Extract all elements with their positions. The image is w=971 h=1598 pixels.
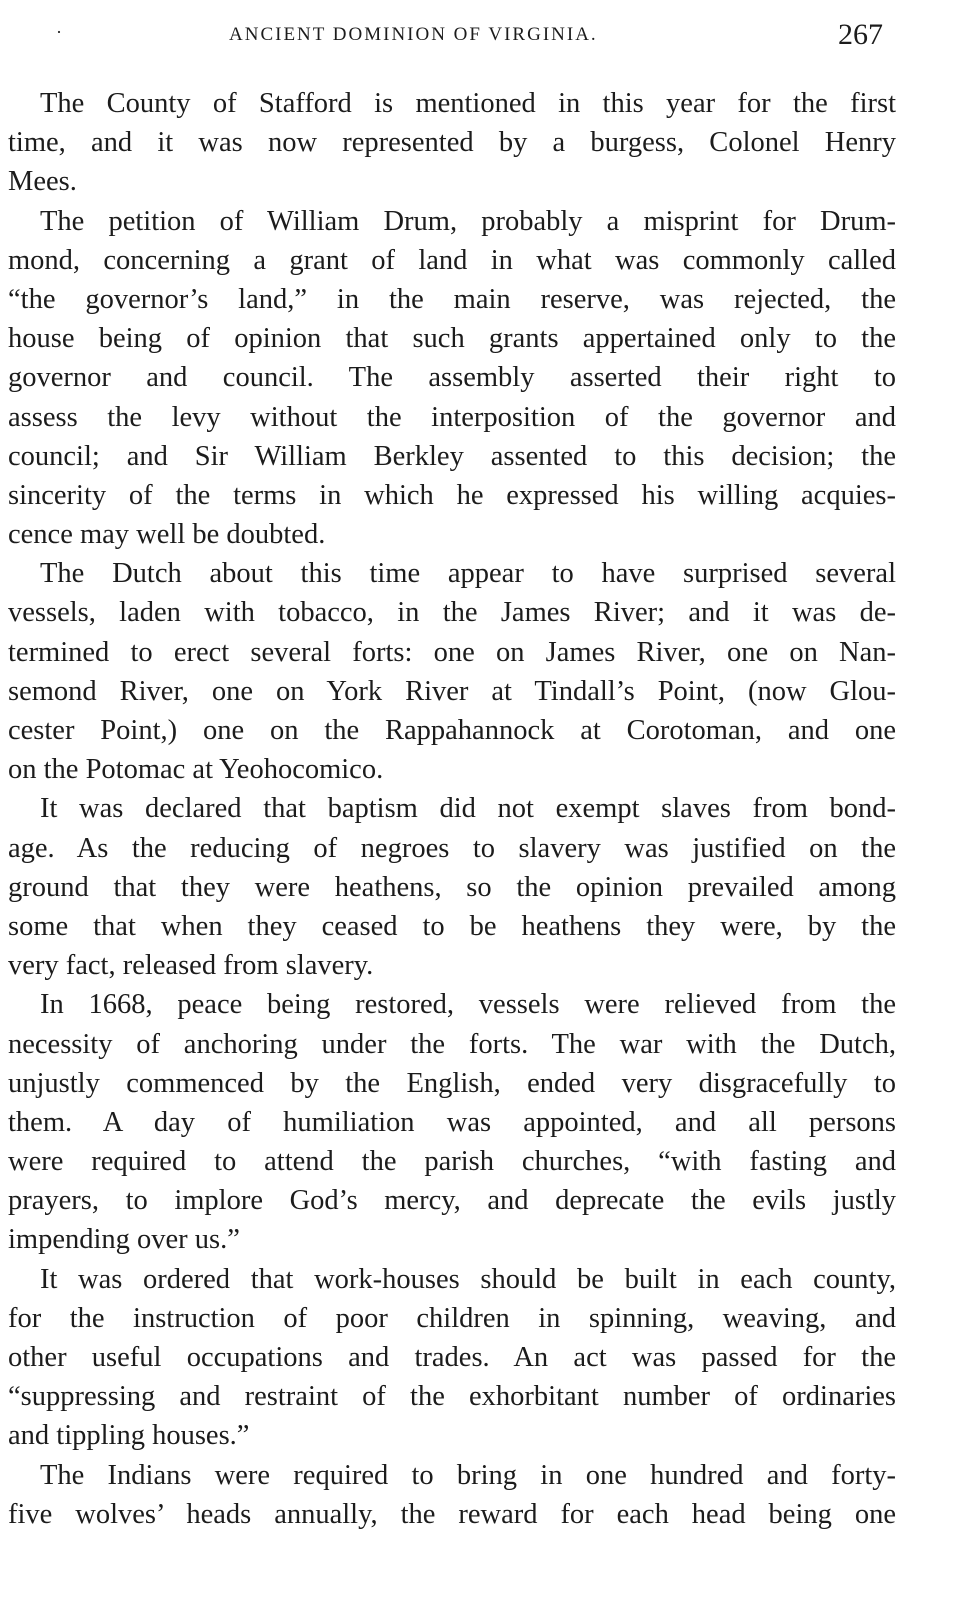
- text-line: five wolves’ heads annually, the reward for each head being one: [8, 1498, 896, 1530]
- text-line: assess the levy without the interposition of the governor and: [8, 401, 896, 433]
- paragraph: [8, 84, 896, 202]
- header-mark: ·: [56, 22, 62, 42]
- text-line: council; and Sir William Berkley assented to this decision; the: [8, 440, 896, 472]
- text-line: semond River, one on York River at Tindall’s Point, (now Glou-: [8, 675, 896, 707]
- text-line: some that when they ceased to be heathens they were, by the: [8, 910, 896, 942]
- text-line: other useful occupations and trades. An act was passed for the: [8, 1342, 896, 1373]
- text-line: Mees.: [8, 166, 77, 198]
- text-line: ground that they were heathens, so the opinion prevailed among: [8, 871, 896, 903]
- text-line: vessels, laden with tobacco, in the James River; and it was de-: [8, 597, 896, 629]
- text-line: impending over us.”: [8, 1224, 240, 1256]
- text-line: time, and it was now represented by a burgess, Colonel Henry: [8, 127, 896, 159]
- text-line: mond, concerning a grant of land in what was commonly called: [8, 244, 896, 276]
- text-line: The Dutch about this time appear to have surprised several: [40, 558, 896, 590]
- text-line: The Indians were required to bring in one hundred and forty-: [40, 1459, 896, 1491]
- text-line: house being of opinion that such grants appertained only to the: [8, 323, 896, 355]
- paragraph: [8, 789, 896, 985]
- text-line: unjustly commenced by the English, ended very disgracefully to: [8, 1067, 896, 1099]
- paragraph: [8, 1260, 896, 1456]
- text-line: and tippling houses.”: [8, 1420, 250, 1452]
- paragraph: [8, 1456, 896, 1534]
- text-line: necessity of anchoring under the forts. The war with the Dutch,: [8, 1028, 896, 1060]
- text-line: governor and council. The assembly asserted their right to: [8, 362, 896, 394]
- text-line: The County of Stafford is mentioned in this year for the first: [40, 88, 896, 119]
- paragraph: [8, 985, 896, 1259]
- text-line: sincerity of the terms in which he expressed his willing acquies-: [8, 479, 896, 511]
- paragraph: [8, 554, 896, 789]
- text-line: “the governor’s land,” in the main reserve, was rejected, the: [8, 283, 896, 315]
- text-line: them. A day of humiliation was appointed, and all persons: [8, 1106, 896, 1138]
- body-text: [8, 84, 896, 1534]
- text-line: cence may well be doubted.: [8, 519, 326, 551]
- text-line: It was ordered that work-houses should be built in each county,: [40, 1263, 896, 1295]
- text-line: “suppressing and restraint of the exhorbitant number of ordinaries: [8, 1381, 896, 1413]
- text-line: termined to erect several forts: one on James River, one on Nan-: [8, 636, 896, 668]
- text-line: The petition of William Drum, probably a misprint for Drum-: [40, 205, 896, 237]
- text-line: prayers, to implore God’s mercy, and deprecate the evils justly: [8, 1185, 896, 1217]
- text-line: very fact, released from slavery.: [8, 950, 374, 982]
- text-line: age. As the reducing of negroes to slavery was justified on the: [8, 832, 896, 864]
- running-head: [0, 18, 971, 54]
- text-line: cester Point,) one on the Rappahannock at Corotoman, and one: [8, 715, 896, 746]
- text-line: were required to attend the parish churches, “with fasting and: [8, 1146, 896, 1178]
- running-title: ANCIENT DOMINION OF VIRGINIA.: [229, 24, 598, 45]
- paragraph: [8, 202, 896, 555]
- text-line: on the Potomac at Yeohocomico.: [8, 754, 384, 786]
- text-line: for the instruction of poor children in spinning, weaving, and: [8, 1302, 896, 1334]
- page-number: 267: [838, 18, 883, 51]
- text-line: It was declared that baptism did not exempt slaves from bond-: [40, 793, 896, 825]
- text-line: In 1668, peace being restored, vessels were relieved from the: [40, 989, 896, 1021]
